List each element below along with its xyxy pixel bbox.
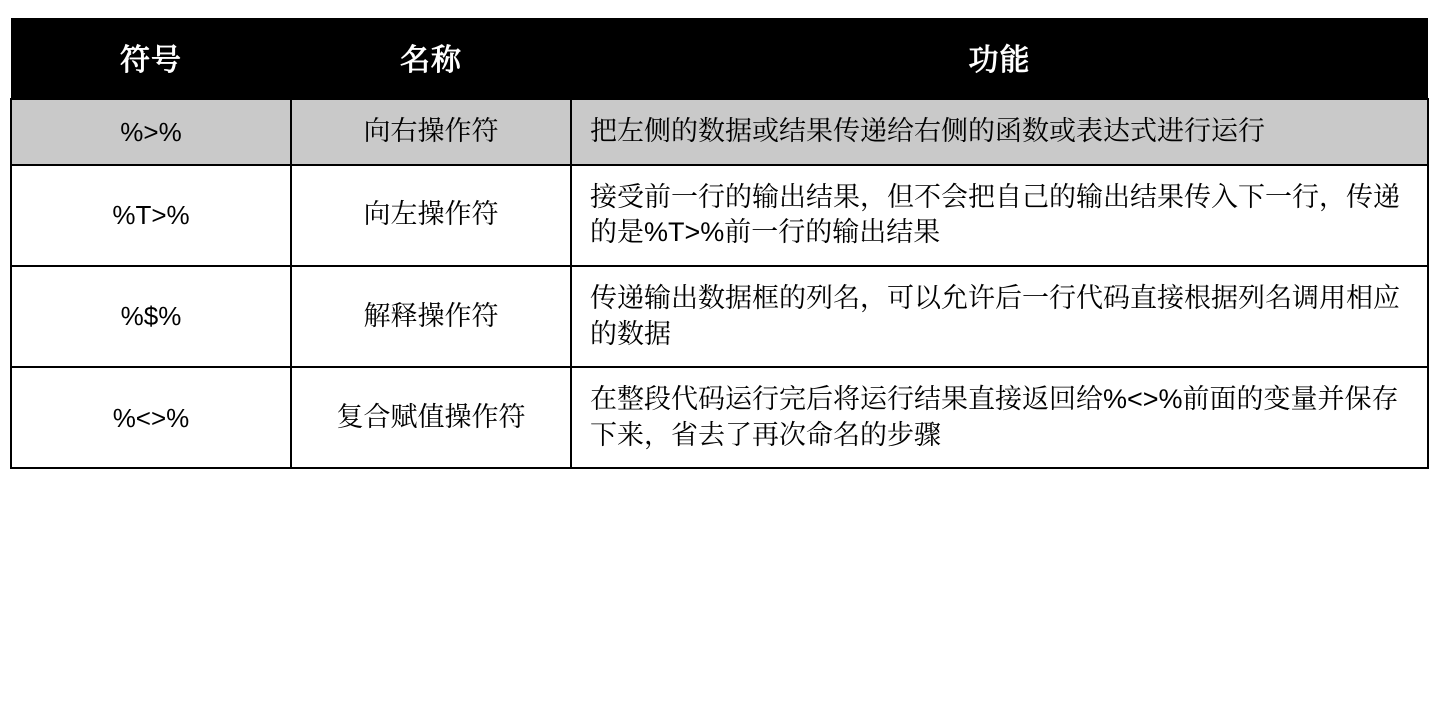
cell-symbol: %T>% [11, 165, 291, 266]
table-row [11, 99, 1428, 165]
column-header-function: 功能 [571, 18, 1428, 99]
cell-symbol: %<>% [11, 367, 291, 468]
cell-symbol: %$% [11, 266, 291, 367]
cell-function: 接受前一行的输出结果，但不会把自己的输出结果传入下一行，传递的是%T>%前一行的输出结果 [571, 165, 1428, 266]
table-header-row [11, 18, 1428, 99]
table-header [11, 18, 1428, 99]
cell-symbol: %>% [11, 99, 291, 165]
operator-table-container [10, 18, 1427, 469]
cell-name: 向左操作符 [291, 165, 571, 266]
cell-name: 解释操作符 [291, 266, 571, 367]
table-row [11, 266, 1428, 367]
cell-name: 向右操作符 [291, 99, 571, 165]
column-header-symbol: 符号 [11, 18, 291, 99]
cell-function: 在整段代码运行完后将运行结果直接返回给%<>%前面的变量并保存下来，省去了再次命名的步骤 [571, 367, 1428, 468]
cell-function: 传递输出数据框的列名，可以允许后一行代码直接根据列名调用相应的数据 [571, 266, 1428, 367]
cell-name: 复合赋值操作符 [291, 367, 571, 468]
column-header-name: 名称 [291, 18, 571, 99]
operator-table [10, 18, 1429, 469]
table-body [11, 99, 1428, 468]
table-row [11, 367, 1428, 468]
cell-function: 把左侧的数据或结果传递给右侧的函数或表达式进行运行 [571, 99, 1428, 165]
table-row [11, 165, 1428, 266]
